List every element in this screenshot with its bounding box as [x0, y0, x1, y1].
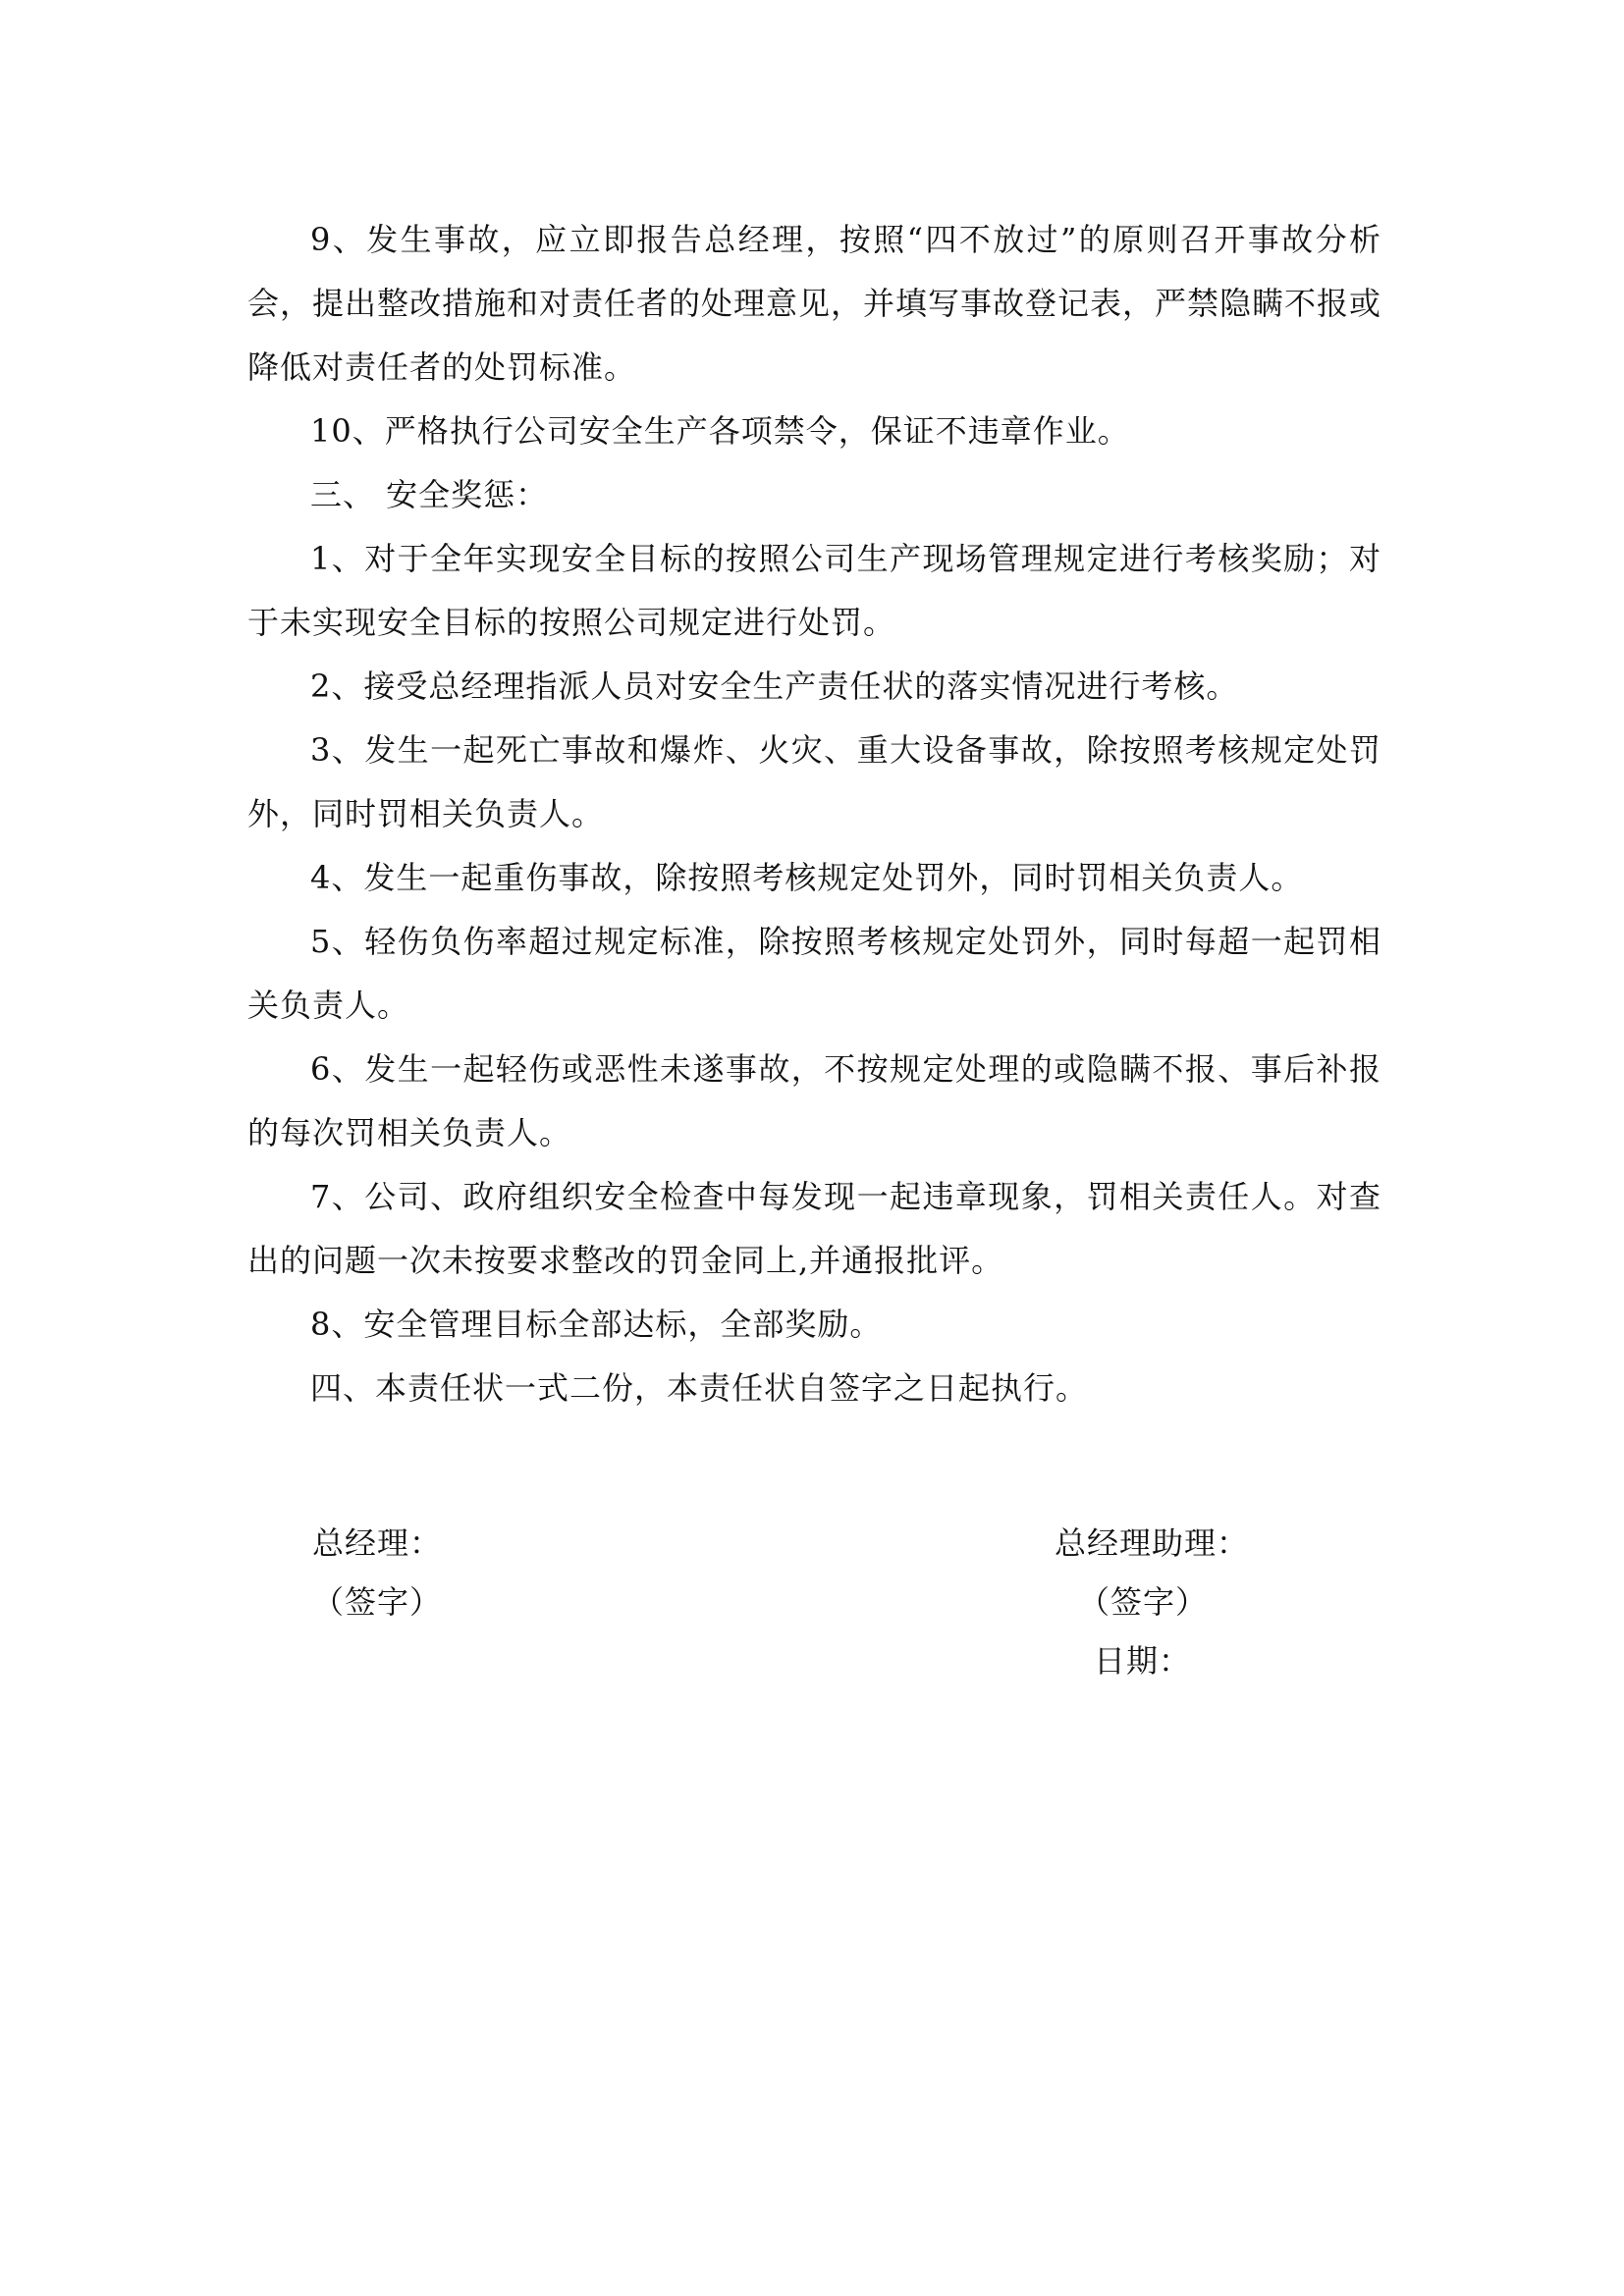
- paragraph-reward-7: 7、公司、政府组织安全检查中每发现一起违章现象，罚相关责任人。对查出的问题一次未按要求整改的罚金同上,并通报批评。: [247, 1178, 1381, 1279]
- signature-right-date: 日期：: [1094, 1642, 1192, 1680]
- paragraph-reward-4: 4、发生一起重伤事故，除按照考核规定处罚外，同时罚相关负责人。: [310, 859, 1304, 896]
- paragraph-reward-8: 8、安全管理目标全部达标，全部奖励。: [310, 1306, 883, 1343]
- signature-left-sign: （签字）: [312, 1583, 443, 1621]
- paragraph-reward-5: 5、轻伤负伤率超过规定标准，除按照考核规定处罚外，同时每超一起罚相关负责人。: [247, 923, 1381, 1024]
- paragraph-reward-2: 2、接受总经理指派人员对安全生产责任状的落实情况进行考核。: [310, 667, 1239, 705]
- section-heading-execution: 四、本责任状一式二份，本责任状自签字之日起执行。: [310, 1369, 1089, 1407]
- document-body: [247, 208, 1381, 1420]
- signature-right-block: [1055, 1514, 1249, 1690]
- signature-right-sign: （签字）: [1078, 1583, 1209, 1621]
- signature-left-block: [312, 1514, 442, 1631]
- signature-right-title: 总经理助理：: [1055, 1524, 1250, 1562]
- paragraph-item-9: 9、发生事故，应立即报告总经理，按照“四不放过”的原则召开事故分析会，提出整改措施和对责任者的处理意见，并填写事故登记表，严禁隐瞒不报或降低对责任者的处罚标准。: [247, 221, 1382, 386]
- paragraph-reward-1: 1、对于全年实现安全目标的按照公司生产现场管理规定进行考核奖励；对于未实现安全目标的按照公司规定进行处罚。: [247, 540, 1381, 641]
- paragraph-reward-6: 6、发生一起轻伤或恶性未遂事故，不按规定处理的或隐瞒不报、事后补报的每次罚相关负责人。: [247, 1050, 1381, 1151]
- paragraph-item-10: 10、严格执行公司安全生产各项禁令，保证不违章作业。: [310, 412, 1130, 450]
- signature-left-title: 总经理：: [312, 1524, 443, 1562]
- paragraph-reward-3: 3、发生一起死亡事故和爆炸、火灾、重大设备事故，除按照考核规定处罚外，同时罚相关负责人。: [247, 731, 1381, 832]
- section-heading-rewards-penalties: 三、 安全奖惩：: [310, 476, 549, 513]
